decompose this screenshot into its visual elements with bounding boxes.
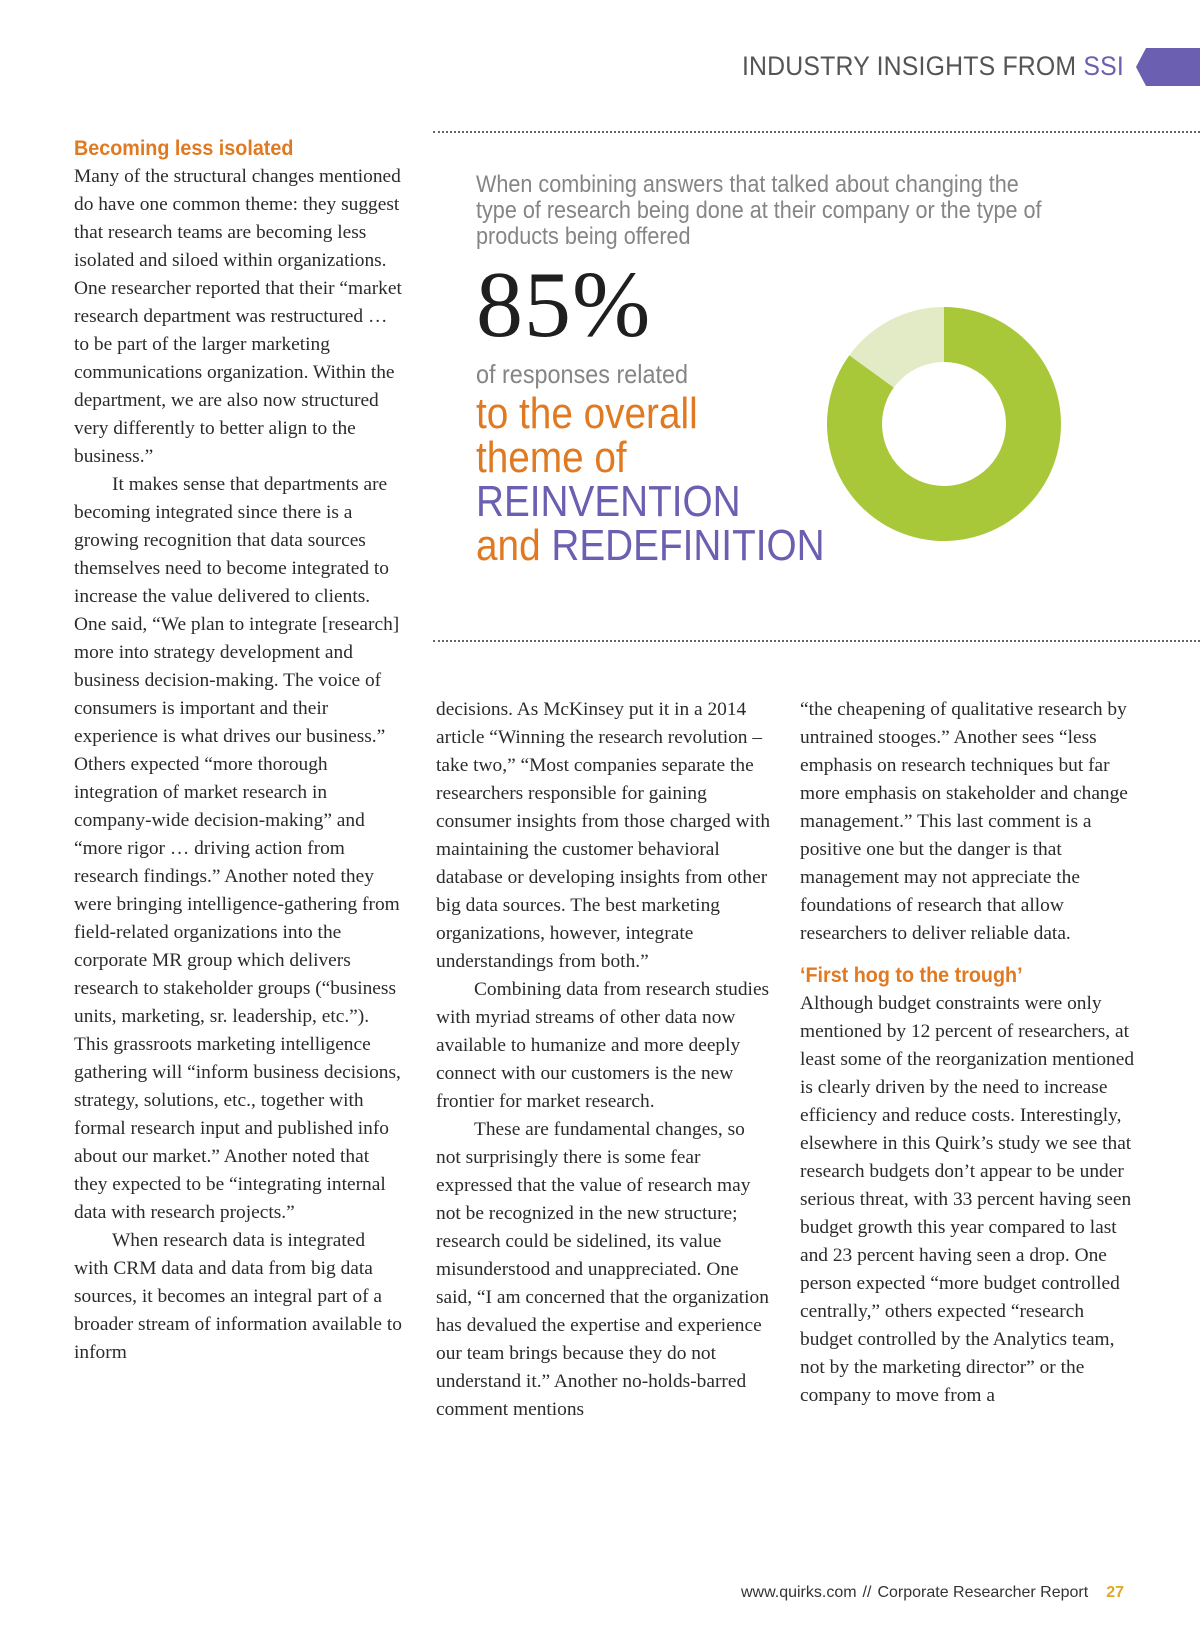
paragraph: It makes sense that departments are becoming integrated since there is a growing recognition that data sources themselves need to become integrated to increase the value delivered to clients. One said, “We plan to integrate [research] more into strategy development and business decision-making. The voice of consumers is important and their experience is what drives our business.” Others expected “more thorough integration of market research in company-wide decision-making” and “more rigor … driving action from research findings.” Another noted they were bringing intelligence-gathering from field-related organizations into the corporate MR group which delivers research to stakeholder groups (“business units, marketing, sr. leadership, etc.”). This grassroots marketing intelligence gathering will “inform business decisions, strategy, solutions, etc., together with formal research input and published info about our market.” Another noted that they expected to be “integrating internal data with research projects.”	[74, 474, 401, 1223]
section-heading: ‘First hog to the trough’	[800, 964, 1023, 987]
callout-top-divider	[433, 131, 1200, 133]
header-title-accent: SSI	[1083, 51, 1124, 81]
section-heading: Becoming less isolated	[74, 137, 294, 160]
page-number: 27	[1106, 1584, 1124, 1601]
paragraph: Many of the structural changes mentioned do have one common theme: they suggest that research teams are becoming less isolated and siloed within organizations. One researcher reported that their “market research department was restructured … to be part of the larger marketing communications organization. Within the department, we are also now structured very differently to better align to the business.”	[74, 166, 402, 467]
column-3	[800, 696, 1136, 1410]
callout-bottom-divider	[433, 640, 1200, 642]
callout-and: and	[476, 521, 552, 570]
callout-percent: 85%	[476, 253, 652, 357]
header-tab-shape	[1136, 48, 1200, 86]
callout-intro: When combining answers that talked about changing the type of research being done at their company or the type of products being offered	[476, 171, 1042, 250]
column-1	[74, 135, 404, 1367]
column-2	[436, 696, 772, 1424]
callout-line-2: theme of	[476, 433, 627, 482]
callout-subtext: of responses related	[476, 359, 689, 389]
footer-separator: //	[862, 1584, 872, 1601]
paragraph: When research data is integrated with CRM data and data from big data sources, it becomes an integral part of a broader stream of information available to inform	[74, 1230, 402, 1363]
callout-line-4	[476, 521, 825, 570]
page-footer	[741, 1584, 1124, 1602]
page-header	[642, 44, 1124, 88]
callout-line-3: REINVENTION	[476, 477, 741, 526]
header-tab-polygon	[1136, 48, 1200, 86]
header-title: INDUSTRY INSIGHTS FROM	[741, 51, 1084, 81]
paragraph: Although budget constraints were only mentioned by 12 percent of researchers, at least some of the reorganization mentioned is clearly driven by the need to increase efficiency and reduce costs. Interestingly, elsewhere in this Quirk’s study we see that research budgets don’t appear to be under serious threat, with 33 percent having seen budget growth this year compared to last and 23 percent having seen a drop. One person expected “more budget controlled centrally,” others expected “research budget controlled by the Analytics team, not by the marketing director” or the company to move from a	[800, 993, 1135, 1406]
paragraph: decisions. As McKinsey put it in a 2014 article “Winning the research revolution – take two,” “Most companies separate the researchers responsible for gaining consumer insights from those charged with maintaining the customer behavioral database or developing insights from other big data sources. The best marketing organizations, however, integrate understandings from both.”	[436, 699, 771, 972]
callout-headline	[476, 389, 825, 570]
callout-redefinition: REDEFINITION	[551, 521, 825, 570]
paragraph: These are fundamental changes, so not surprisingly there is some fear expressed that the value of research may not be recognized in the new structure; research could be sidelined, its value misunderstood and unappreciated. One said, “I am concerned that the organization has devalued the expertise and experience our team brings because they do not understand it.” Another no-holds-barred comment mentions	[436, 1119, 769, 1420]
paragraph: “the cheapening of qualitative research by untrained stooges.” Another sees “less emphasis on research techniques but far more emphasis on stakeholder and change management.” This last comment is a positive one but the danger is that management may not appreciate the foundations of research that allow researchers to deliver reliable data.	[800, 699, 1128, 944]
footer-site: www.quirks.com	[740, 1584, 857, 1601]
donut-chart	[820, 300, 1068, 548]
callout-line-1: to the overall	[476, 389, 698, 438]
paragraph: Combining data from research studies with myriad streams of other data now available to humanize and more deeply connect with our customers is the new frontier for market research.	[436, 979, 770, 1112]
footer-publication: Corporate Researcher Report	[877, 1584, 1089, 1601]
